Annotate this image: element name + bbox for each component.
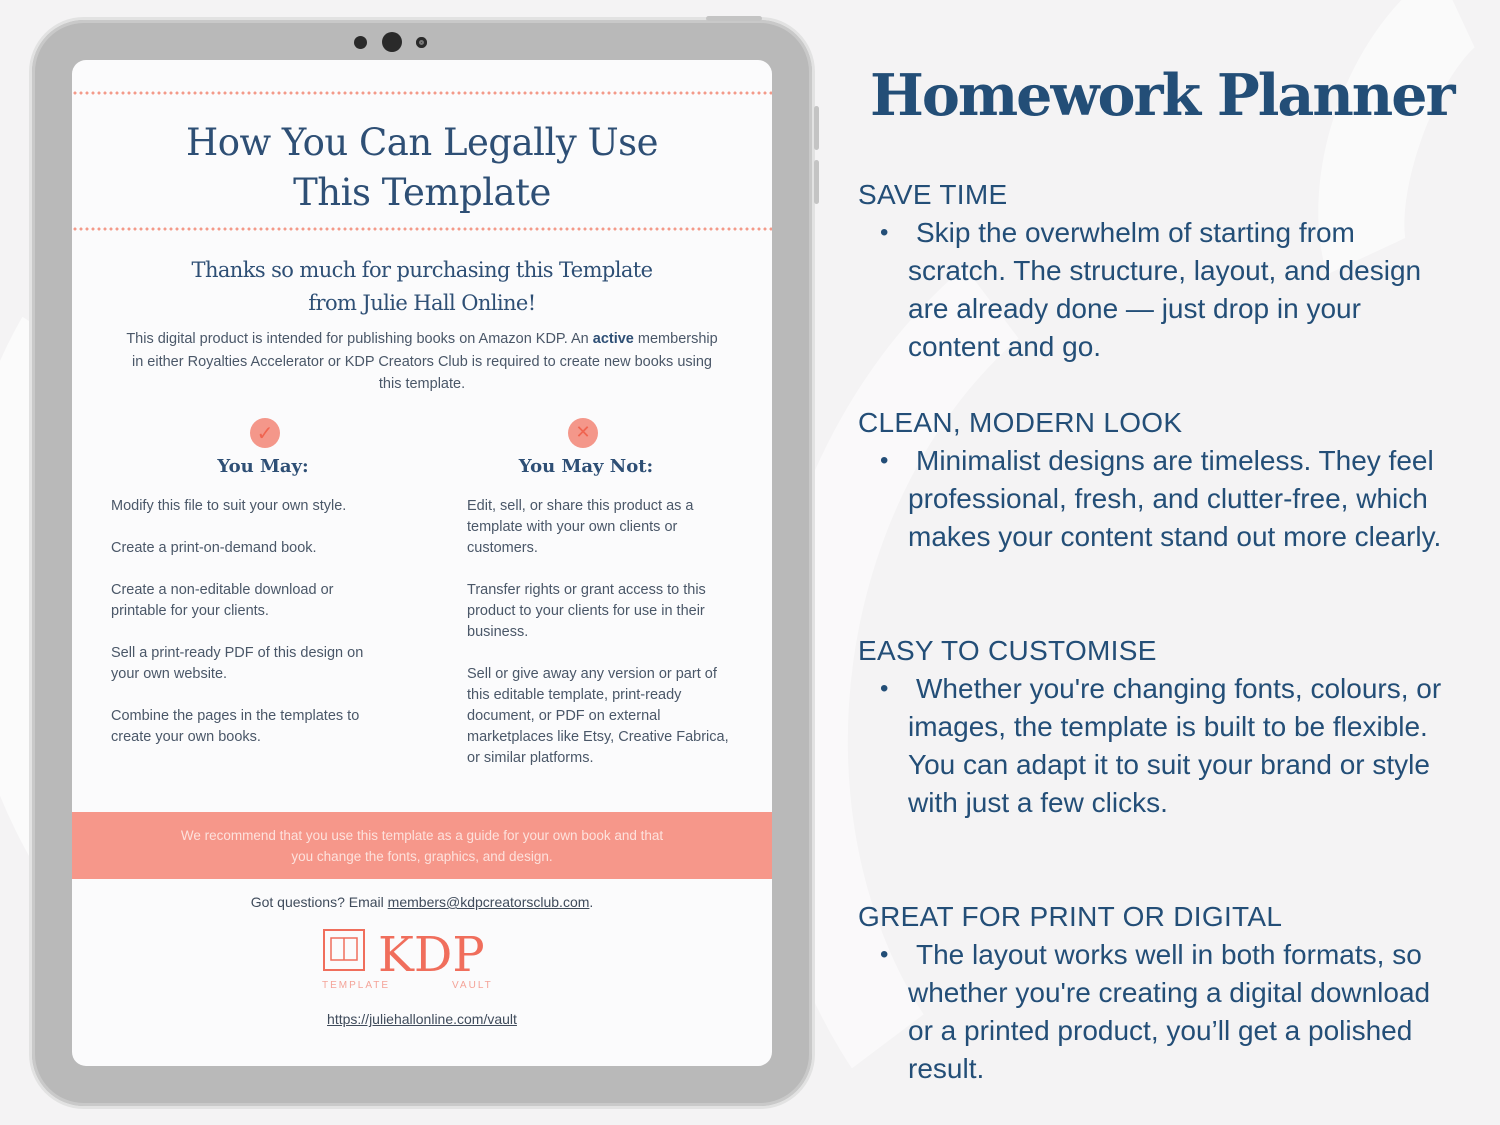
camera-flash — [416, 37, 427, 48]
thanks-heading — [72, 254, 772, 320]
intro-bold: active — [592, 331, 634, 347]
recommendation-banner: We recommend that you use this template as a guide for your own book and that you change the fonts, graphics, and design. — [72, 812, 772, 879]
questions-line — [72, 894, 772, 910]
vault-link[interactable]: https://juliehallonline.com/vault — [327, 1011, 517, 1027]
document-title — [72, 118, 772, 218]
feature-heading: EASY TO CUSTOMISE — [858, 635, 1157, 666]
feature-heading: GREAT FOR PRINT OR DIGITAL — [858, 901, 1283, 932]
list-item: Sell a print-ready PDF of this design on your own website. — [111, 645, 364, 682]
questions-text: . — [589, 894, 594, 910]
feature-text: • Minimalist designs are timeless. They feel professional, fresh, and clutter-free, which makes your content stand out more clearly. — [908, 442, 1448, 556]
feature-easy-to-customise — [858, 632, 1458, 822]
list-item: Sell or give away any version or part of this editable template, print-ready document, or PDF on external marketplaces like Etsy, Creative Fabrica, or similar platforms. — [467, 666, 729, 766]
list-item: Combine the pages in the templates to create your own books. — [111, 708, 360, 745]
tablet-screen — [72, 60, 772, 1066]
camera-lens — [382, 32, 402, 52]
kdp-template-vault-logo — [322, 926, 522, 992]
dotted-divider — [72, 227, 772, 231]
questions-text: Got questions? Email — [250, 894, 388, 910]
camera-sensor — [354, 36, 367, 49]
logo-left-word: TEMPLATE — [322, 980, 391, 991]
document-title-line: How You Can Legally Use — [185, 121, 659, 164]
feature-heading: CLEAN, MODERN LOOK — [858, 407, 1183, 438]
email-link[interactable]: members@kdpcreatorsclub.com — [387, 894, 590, 910]
intro-text: membership in either Royalties Accelerator or KDP Creators Club is required to create new books using this template. — [131, 331, 718, 392]
logo-right-word: VAULT — [452, 980, 493, 991]
you-may-list — [111, 496, 386, 769]
feature-save-time — [858, 176, 1458, 366]
feature-print-or-digital — [858, 898, 1458, 1088]
intro-paragraph — [122, 328, 722, 396]
feature-clean-modern-look — [858, 404, 1458, 556]
feature-text: • Whether you're changing fonts, colours, or images, the template is built to be flexible. You can adapt it to suit your brand or style with just a few clicks. — [908, 670, 1448, 822]
thanks-line: Thanks so much for purchasing this Template — [191, 258, 653, 282]
dotted-divider — [72, 91, 772, 95]
you-may-not-list — [467, 496, 742, 790]
tablet-power-button — [706, 16, 762, 21]
page-title: Homework Planner — [870, 62, 1454, 129]
feature-text: • Skip the overwhelm of starting from scratch. The structure, layout, and design are already done — just drop in your content and go. — [908, 214, 1448, 366]
logo-word: KDP — [378, 927, 485, 983]
list-item: Transfer rights or grant access to this product to your clients for use in their business. — [467, 582, 706, 640]
intro-text: This digital product is intended for publishing books on Amazon KDP. An — [126, 331, 593, 347]
tablet-volume-button — [814, 106, 819, 150]
list-item: Edit, sell, or share this product as a template with your own clients or customers. — [467, 498, 694, 556]
you-may-not-heading: You May Not: — [518, 456, 654, 477]
document-title-line: This Template — [293, 171, 551, 214]
list-item: Create a print-on-demand book. — [111, 540, 317, 556]
list-item: Modify this file to suit your own style. — [111, 498, 347, 514]
check-icon: ✓ — [250, 418, 280, 448]
feature-heading: SAVE TIME — [858, 179, 1008, 210]
list-item: Create a non-editable download or printable for your clients. — [111, 582, 334, 619]
you-may-heading: You May: — [217, 456, 309, 477]
thanks-line: from Julie Hall Online! — [308, 291, 536, 315]
tablet-volume-button — [814, 160, 819, 204]
x-icon: ✕ — [568, 418, 598, 448]
feature-text: • The layout works well in both formats, so whether you're creating a digital download or a printed product, you’ll get a polished result. — [908, 936, 1448, 1088]
